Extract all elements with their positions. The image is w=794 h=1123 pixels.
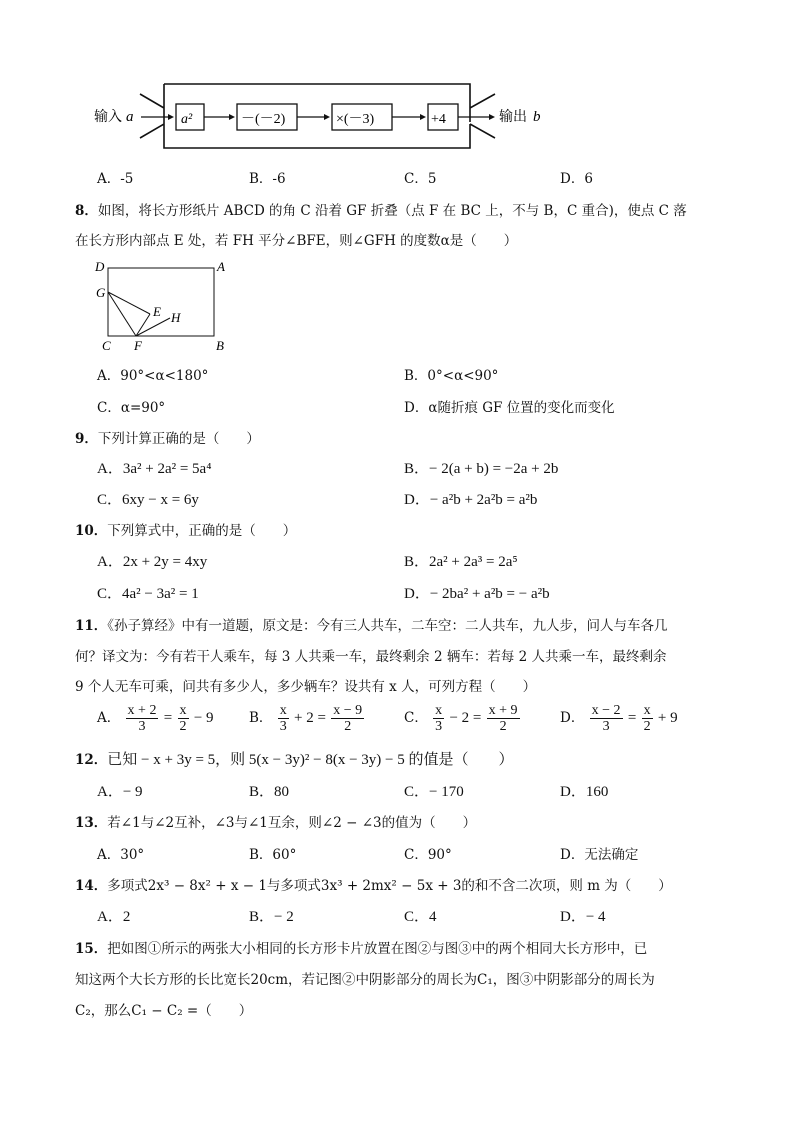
q13-option-b[interactable]: B．60° [249,847,297,863]
q10-text: 下列算式中，正确的是（ ） [107,523,297,539]
fraction: $\frac{x}{3}$ [435,703,443,734]
q11-number: 11． [75,618,108,634]
label-f: F [134,338,142,353]
q7-option-c[interactable]: C．5 [404,171,437,187]
flow-box-square-text: a² [181,112,193,127]
q15-text-line3: C₂，那么C₁ − C₂ =（ ） [75,1003,253,1019]
q7-option-d[interactable]: D．6 [560,171,593,187]
q14-option-c[interactable]: C．4 [404,909,437,925]
q14-number: 14． [75,878,108,894]
flow-box-multiply-text: ×(－3) [336,112,375,127]
q9-number: 9． [75,431,98,447]
q8-stem-line1 [75,199,687,219]
q14-text: 多项式2x³ − 8x² + x − 1与多项式3x³ + 2mx² − 5x + 3的和不含二次项，则 m 为（ ） [107,878,672,894]
q9-option-b[interactable]: B．− 2(a + b) = −2a + 2b [404,461,559,477]
q14-option-d[interactable]: D．− 4 [560,909,606,925]
flow-box-add-text: +4 [431,112,446,127]
q11-stem-line1 [75,614,668,634]
flow-output-var: b [533,109,541,125]
fraction: $\frac{x}{3}$ [279,703,287,734]
label-e: E [153,304,161,319]
q11-option-b[interactable]: B． $\frac{x}{3}$ + 2 = $\frac{x - 9}{2}$ [249,703,363,734]
q8-option-b[interactable]: B．0°<α<90° [404,368,499,384]
q7-option-b[interactable]: B．-6 [249,171,286,187]
label-h: H [171,310,181,325]
fraction: $\frac{x - 2}{3}$ [591,703,621,734]
label-d: D [95,259,105,274]
q14-stem [75,874,672,894]
q10-option-b[interactable]: B．2a² + 2a³ = 2a⁵ [404,554,518,570]
q12-stem [75,748,514,769]
q7-option-a[interactable]: A．-5 [97,171,134,187]
q14-option-b[interactable]: B．− 2 [249,909,294,925]
q10-option-d[interactable]: D．− 2ba² + a²b = − a²b [404,586,550,602]
label-a: A [217,259,225,274]
q8-option-a[interactable]: A．90°<α<180° [97,368,209,384]
flow-input-var: a [126,109,134,125]
flow-box-subtract-text: －(－2) [241,112,286,127]
fraction: $\frac{x + 2}{3}$ [127,703,157,734]
q15-text-line1: 把如图①所示的两张大小相同的长方形卡片放置在图②与图③中的两个相同大长方形中，已 [107,941,648,957]
q8-figure [92,258,242,354]
label-g: G [96,285,106,300]
flow-output-label: 输出 [499,110,527,125]
q12-option-c[interactable]: C．− 170 [404,784,464,800]
q15-text-line2: 知这两个大长方形的长比宽长20cm，若记图②中阴影部分的周长为C₁，图③中阴影部分的周长为 [75,972,655,988]
q13-option-a[interactable]: A．30° [97,847,145,863]
q10-stem [75,519,296,539]
q11-text-line3: 9 个人无车可乘，问共有多少人，多少辆车？设共有 x 人，可列方程（ ） [75,679,537,695]
q10-option-a[interactable]: A．2x + 2y = 4xy [97,554,208,570]
fraction: $\frac{x + 9}{2}$ [488,703,518,734]
q12-number: 12． [75,752,108,768]
q12-option-d[interactable]: D．160 [560,784,609,800]
q8-number: 8． [75,203,98,219]
q13-text: 若∠1与∠2互补，∠3与∠1互余，则∠2 − ∠3的值为（ ） [107,815,477,831]
q8-option-d[interactable]: D．α随折痕 GF 位置的变化而变化 [404,400,615,416]
q14-option-a[interactable]: A．2 [97,909,131,925]
q15-number: 15． [75,941,108,957]
q10-number: 10． [75,523,108,539]
q8-option-c[interactable]: C．α=90° [97,400,166,416]
flow-diagram [90,80,560,152]
q9-option-d[interactable]: D．− a²b + 2a²b = a²b [404,492,538,508]
q11-option-d[interactable]: D． $\frac{x - 2}{3}$ = $\frac{x}{2}$ + 9 [560,703,678,734]
q12-option-b[interactable]: B．80 [249,784,290,800]
q13-option-d[interactable]: D．无法确定 [560,847,639,863]
q13-number: 13． [75,815,108,831]
q10-option-c[interactable]: C．4a² − 3a² = 1 [97,586,199,602]
fraction: $\frac{x}{2}$ [179,703,187,734]
q11-option-c[interactable]: C． $\frac{x}{3}$ − 2 = $\frac{x + 9}{2}$ [404,703,518,734]
label-b: B [216,338,224,353]
q15-stem-line1 [75,937,647,957]
q12-option-a[interactable]: A．− 9 [97,784,143,800]
flow-input-label: 输入 [94,110,122,125]
q11-text-line2: 何？译文为：今有若干人乘车，每 3 人共乘一车，最终剩余 2 辆车：若每 2 人共乘一车，最终剩余 [75,649,667,665]
q9-option-a[interactable]: A．3a² + 2a² = 5a⁴ [97,461,212,477]
q9-stem [75,427,260,447]
q13-option-c[interactable]: C．90° [404,847,452,863]
q13-stem [75,811,476,831]
q9-text: 下列计算正确的是（ ） [97,431,260,447]
q8-text-line1: 如图，将长方形纸片 ABCD 的角 C 沿着 GF 折叠（点 F 在 BC 上，不与 B，C 重合)，使点 C 落 [97,203,687,219]
q8-text-line2: 在长方形内部点 E 处，若 FH 平分∠BFE，则∠GFH 的度数α是（ ） [75,233,518,249]
q9-option-c[interactable]: C．6xy − x = 6y [97,492,199,508]
q12-text: 已知 − x + 3y = 5，则 5(x − 3y)² − 8(x − 3y) − 5 的值是（ ） [107,752,514,768]
fraction: $\frac{x}{2}$ [643,703,651,734]
fraction: $\frac{x - 9}{2}$ [333,703,363,734]
q11-text-line1: 《孙子算经》中有一道题，原文是：今有三人共车，二车空：二人共车，九人步，问人与车各几 [107,618,668,634]
label-c: C [102,338,111,353]
q11-option-a[interactable]: A． $\frac{x + 2}{3}$ = $\frac{x}{2}$ − 9 [97,703,214,734]
